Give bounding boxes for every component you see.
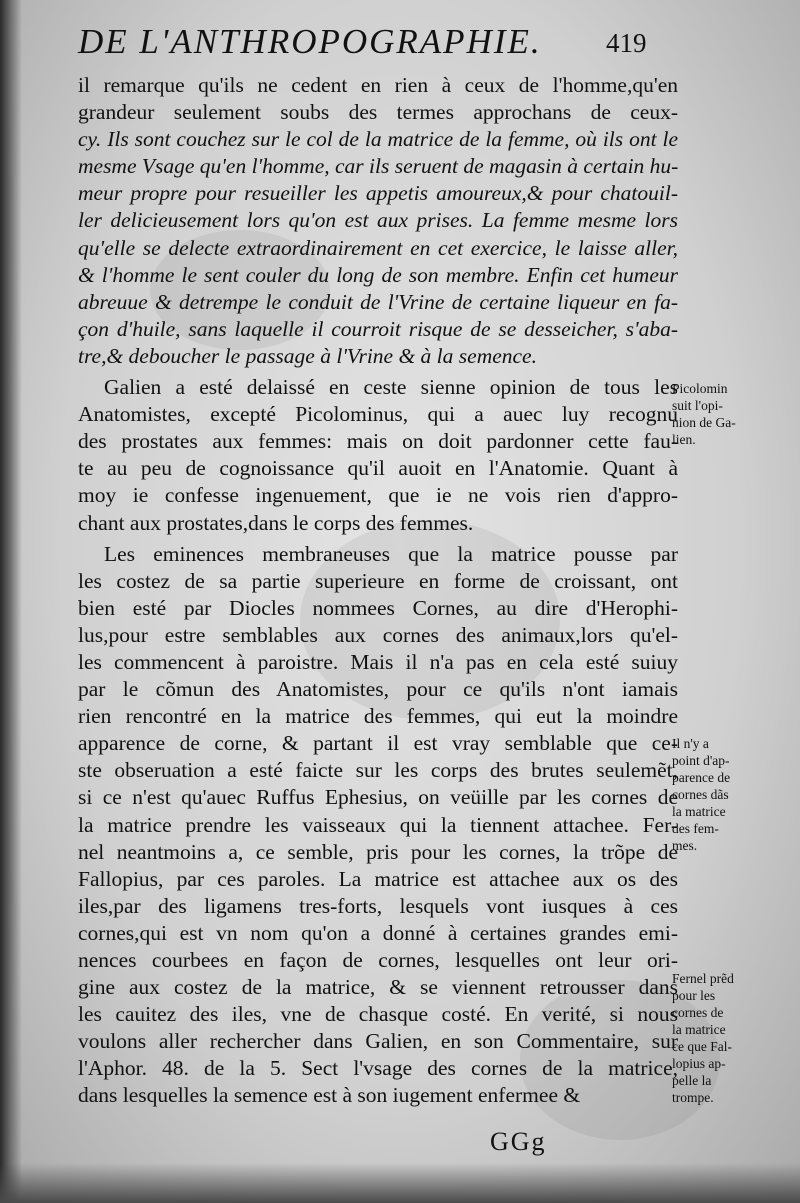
- text-line: & l'homme le sent couler du long de son membre. Enfin cet humeur: [78, 262, 678, 287]
- paragraph-3: [78, 541, 678, 1110]
- text-line: nences courbees en façon de cornes, lesquelles ont leur ori-: [78, 948, 678, 972]
- text-line: moy ie confesse ingenuement, que ie ne vois rien d'appro-: [78, 483, 678, 508]
- text-line: des prostates aux femmes: mais on doit pardonner cette fau-: [78, 429, 678, 454]
- text-line: Fallopius, par ces paroles. La matrice est attachee aux os des: [78, 866, 678, 891]
- margin-note-fernel: Fernel prẽd pour les cornes de la matrice ce que Fal- lopius ap- pelle la trompe.: [672, 971, 734, 1105]
- main-text: [78, 72, 678, 1110]
- paragraph-2: [78, 374, 678, 537]
- text-line: te au peu de cognoissance qu'il auoit en l'Anatomie. Quant à: [78, 456, 678, 481]
- text-line: qu'elle se delecte extraordinairement en cet exercice, le laisse aller,: [78, 235, 678, 260]
- margin-note-picolominus: Picolomin suit l'opi- nion de Ga- lien.: [672, 381, 736, 447]
- text-line: Anatomistes, excepté Picolominus, qui a auec luy recognu: [78, 402, 678, 427]
- text-line: lus,pour estre semblables aux cornes des animaux,lors qu'el-: [78, 622, 678, 647]
- text-line: par le cõmun des Anatomistes, pour ce qu'ils n'ont iamais: [78, 677, 678, 702]
- page-header: [78, 22, 678, 72]
- text-line: bien esté par Diocles nommees Cornes, au dire d'Herophi-: [78, 595, 678, 620]
- text-line: gine aux costez de la matrice, & se viennent retrousser dans: [78, 975, 678, 1000]
- text-line: la matrice prendre les vaisseaux qui la tiennent attachee. Fer-: [78, 812, 678, 837]
- text-line: çon d'huile, sans laquelle il courroit risque de se desseicher, s'aba-: [78, 316, 678, 341]
- text-line: mesme Vsage qu'en l'homme, car ils seruent de magasin à certain hu-: [78, 154, 678, 179]
- page-number: 419: [606, 28, 647, 58]
- text-line: grandeur seulement soubs des termes approchans de ceux-: [78, 100, 678, 125]
- text-line: il remarque qu'ils ne cedent en rien à ceux de l'homme,qu'en: [78, 73, 678, 97]
- text-line: l'Aphor. 48. de la 5. Sect l'vsage des cornes de la matrice,: [78, 1056, 678, 1081]
- text-line: si ce n'est qu'auec Ruffus Ephesius, on veüille par les cornes de: [78, 785, 678, 810]
- text-line: Galien a esté delaissé en ceste sienne opinion de tous les: [104, 375, 678, 400]
- text-line: apparence de corne, & partant il est vray semblable que ce-: [78, 731, 678, 756]
- text-line: tre,& deboucher le passage à l'Vrine & à la semence.: [78, 343, 537, 368]
- text-line: rien rencontré en la matrice des femmes, qui eut la moindre: [78, 704, 678, 729]
- text-line: meur propre pour resueiller les appetis amoureux,& pour chatouil-: [78, 181, 678, 206]
- text-line: les cauitez des iles, vne de chasque costé. En verité, si nous: [78, 1002, 678, 1027]
- page-bottom-shadow: [0, 1163, 800, 1203]
- text-line: chant aux prostates,dans le corps des femmes.: [78, 510, 474, 535]
- text-line: cornes,qui est vn nom qu'on a donné à certaines grandes emi-: [78, 920, 678, 945]
- text-line: abreuue & detrempe le conduit de l'Vrine de certaine liqueur en fa-: [78, 289, 678, 314]
- text-line: Les eminences membraneuses que la matrice pousse par: [104, 541, 678, 566]
- paragraph-1: [78, 72, 678, 370]
- running-title: DE L'ANTHROPOGRAPHIE.: [78, 22, 542, 61]
- text-line: cy. Ils sont couchez sur le col de la matrice de la femme, où ils ont le: [78, 127, 678, 152]
- text-line: nel neantmoins a, ce semble, pris pour les cornes, la trõpe de: [78, 839, 678, 864]
- text-line: iles,par des ligamens tres-forts, lesquels vont iusques à ces: [78, 893, 678, 918]
- text-line: les commencent à paroistre. Mais il n'a pas en cela esté suiuy: [78, 649, 678, 674]
- text-line: dans lesquelles la semence est à son iugement enfermee &: [78, 1083, 581, 1108]
- text-line: voulons aller rechercher dans Galien, en son Commentaire, sur: [78, 1029, 678, 1054]
- signature-mark: GGg: [490, 1127, 547, 1156]
- page-edge-shadow: [0, 0, 22, 1203]
- margin-note-cornes: Il n'y a point d'ap- parence de cornes dãs la matrice des fem- mes.: [672, 736, 731, 853]
- text-line: les costez de sa partie superieure en forme de croissant, ont: [78, 568, 678, 593]
- text-line: ler delicieusement lors qu'on est aux prises. La femme mesme lors: [78, 208, 678, 233]
- text-line: ste obseruation a esté faicte sur les corps des brutes seulemẽt,: [78, 758, 678, 783]
